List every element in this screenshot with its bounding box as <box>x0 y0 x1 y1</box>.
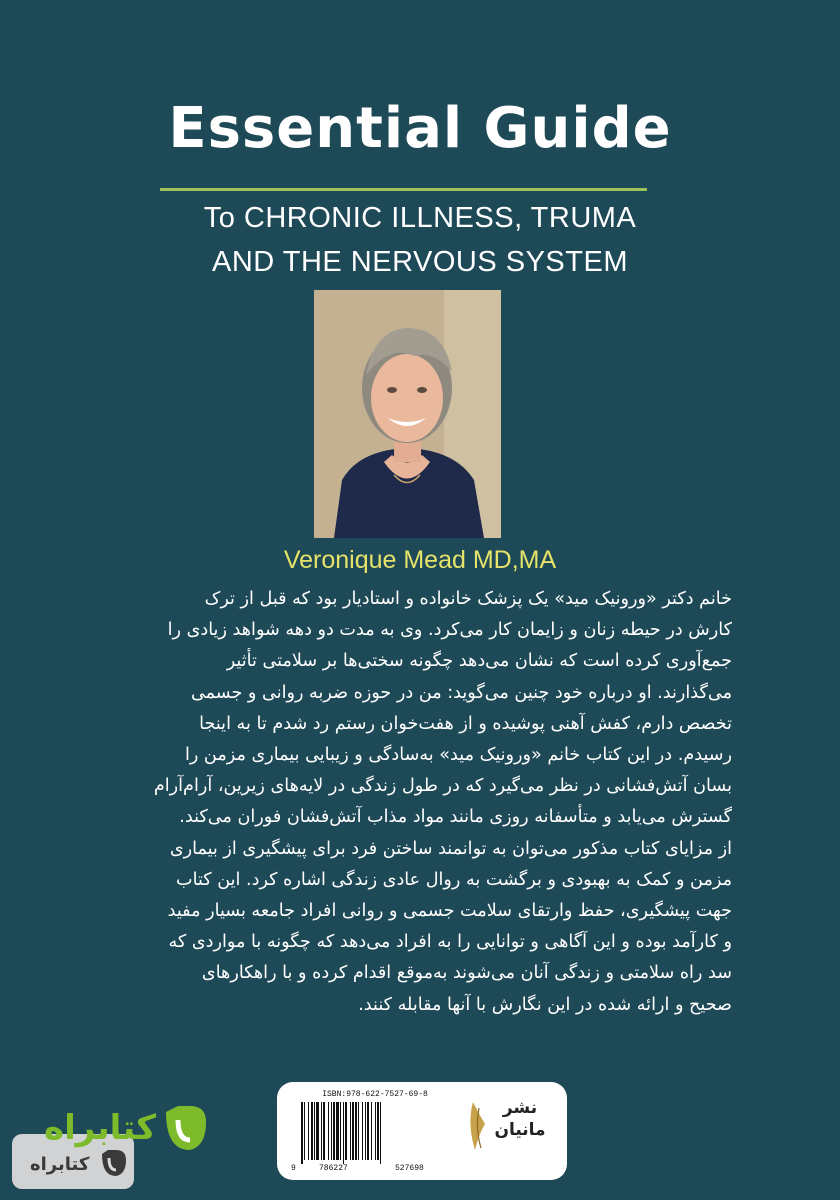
bio-line: سد راه سلامتی و زندگی آنان می‌شوند به‌موقع اقدام کرده و با راهکارهای <box>201 963 732 984</box>
title-divider <box>160 188 647 191</box>
watermark-small-text: کتابراه <box>30 1154 90 1175</box>
author-name: Veronique Mead MD,MA <box>283 546 557 574</box>
book-title: Essential Guide <box>168 96 672 161</box>
bio-line: رسیدم. در این کتاب خانم «ورونیک مید» به‌سادگی و زیبایی بیماری مزمن را <box>184 745 732 766</box>
barcode-digit-first: 9 <box>291 1164 296 1173</box>
bio-line: بسان آتش‌فشانی در نظر می‌گیرد که در طول زندگی در لایه‌های زیرین، آرام‌آرام <box>153 776 732 797</box>
barcode-bars <box>299 1102 455 1164</box>
isbn-label: ISBN:978-622-7527-69-8 <box>322 1090 428 1099</box>
bio-line: جمع‌آوری کرده است که نشان می‌دهد چگونه سختی‌ها بر سلامتی تأثیر <box>226 651 732 672</box>
bio-line: صحیح و ارائه شده در این نگارش با آنها مقابله کنند. <box>358 994 732 1015</box>
subtitle-line-2: AND THE NERVOUS SYSTEM <box>211 246 628 278</box>
barcode-digits-left: 786227 <box>319 1164 348 1173</box>
bio-line: مزمن و کمک به بهبودی و برگشت به روال عادی زندگی اشاره کرد. این کتاب <box>176 869 732 890</box>
watermark-leaf-icon <box>160 1102 210 1154</box>
barcode-digits-right: 527698 <box>395 1164 424 1173</box>
publisher-name-line-1: نشر <box>502 1098 538 1118</box>
bio-line: می‌گذارند. او درباره خود چنین می‌گوید: من در حوزه ضربه روانی و جسمی <box>190 682 732 703</box>
author-bio <box>92 584 732 1021</box>
publisher-name-line-2: مانیان <box>494 1120 546 1140</box>
bio-line: خانم دکتر «ورونیک مید» یک پزشک خانواده و استادیار بود که قبل از ترک <box>204 589 732 609</box>
barcode-card <box>277 1082 567 1180</box>
site-watermark <box>12 1100 212 1195</box>
bio-line: کارش در حیطه زنان و زایمان کار می‌کرد. وی به مدت دو دهه شواهد زیادی را <box>167 620 732 641</box>
author-photo <box>314 290 501 538</box>
bio-line: و کارآمد بوده و این آگاهی و توانایی را به افراد می‌دهد که چگونه با مواردی که <box>168 932 732 953</box>
bio-line: تخصص دارم، کفش آهنی پوشیده و از هفت‌خوان رستم رد شدم تا به اینجا <box>199 713 732 734</box>
subtitle-line-1: To CHRONIC ILLNESS, TRUMA <box>203 202 637 234</box>
watermark-small-leaf-icon <box>98 1148 128 1178</box>
bio-line: از مزایای کتاب مذکور می‌توان به توانمند ساختن فرد برای پیشگیری از بیماری <box>169 838 732 859</box>
bio-line: جهت پیشگیری، حفظ وارتقای سلامت جسمی و روانی افراد جامعه بسیار مفید <box>167 901 732 922</box>
bio-line: گسترش می‌یابد و متأسفانه روزی مانند مواد مذاب آتش‌فشان فوران می‌کند. <box>179 807 732 828</box>
watermark-big-text: کتابراه <box>44 1108 157 1148</box>
